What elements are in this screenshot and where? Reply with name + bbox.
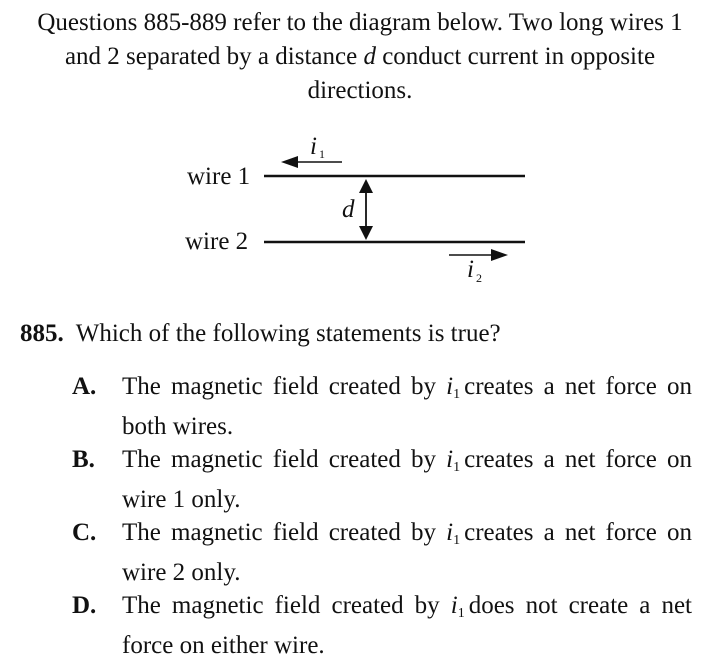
wire1-label: wire 1 (187, 163, 251, 190)
question-number: 885. (20, 320, 64, 347)
choice-letter: A. (72, 373, 97, 400)
answer-choices (72, 371, 692, 663)
current1-symbol: i (310, 133, 317, 160)
current2-arrowhead (491, 249, 508, 261)
intro-text-end: conduct current in opposite directions. (307, 43, 656, 104)
wire-diagram (0, 0, 720, 300)
current2-subscript: 2 (476, 271, 482, 285)
question-885 (20, 318, 501, 350)
intro-text: Questions 885-889 refer to the diagram below. Two long wires 1 and 2 separated by a distance (37, 9, 683, 70)
choice-letter: B. (72, 446, 95, 473)
choice-c[interactable] (72, 517, 692, 589)
choice-b[interactable] (72, 444, 692, 516)
choice-text: The magnetic field created by $i_1$ creates a net force on both wires. (122, 373, 692, 440)
choice-text: The magnetic field created by $i_1$ creates a net force on wire 1 only. (122, 446, 692, 513)
intro-d-symbol: d (363, 43, 376, 70)
current1-arrowhead (281, 156, 298, 168)
wire2-label: wire 2 (185, 228, 249, 255)
choice-letter: D. (72, 592, 97, 619)
distance-arrowhead-down (359, 226, 373, 240)
distance-arrowhead-up (359, 179, 373, 193)
choice-d[interactable] (72, 590, 692, 662)
choice-letter: C. (72, 519, 97, 546)
question-text: Which of the following statements is true? (75, 320, 501, 347)
choice-text: The magnetic field created by $i_1$ does not create a net force on either wire. (122, 592, 692, 659)
choice-a[interactable] (72, 371, 692, 443)
distance-label: d (342, 196, 355, 223)
current2-symbol: i (467, 256, 474, 283)
choice-text: The magnetic field created by $i_1$ creates a net force on wire 2 only. (122, 519, 692, 586)
current1-subscript: 1 (319, 147, 325, 161)
